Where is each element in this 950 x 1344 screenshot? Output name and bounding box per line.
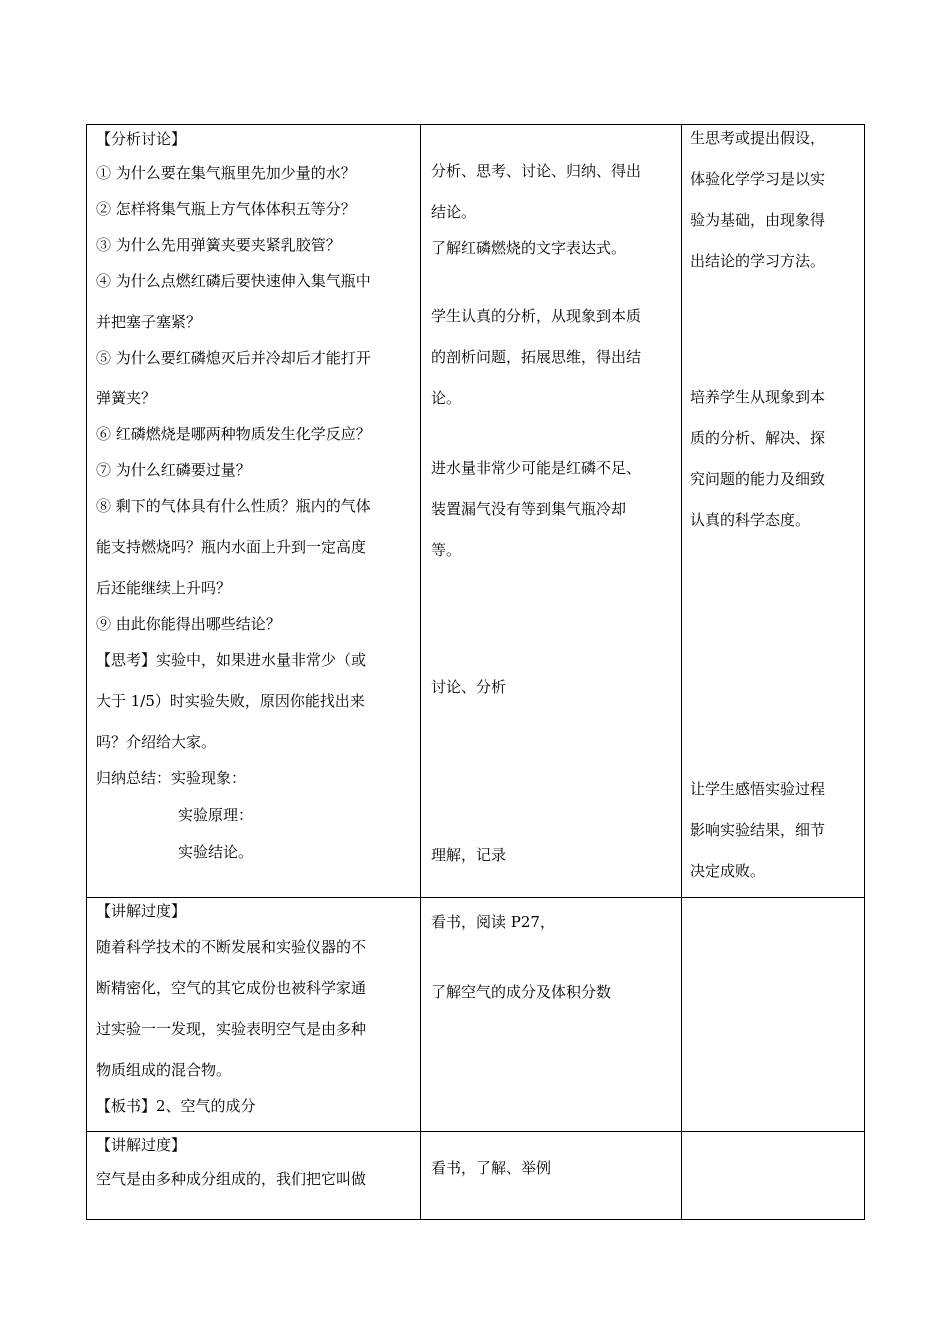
question-2: ② 怎样将集气瓶上方气体体积五等分？ <box>96 200 356 218</box>
section-heading: 【分析讨论】 <box>96 130 187 148</box>
paragraph-line: 随着科学技术的不断发展和实验仪器的不 <box>96 938 367 956</box>
board-note: 【板书】2、空气的成分 <box>96 1097 256 1115</box>
paragraph-line: 断精密化，空气的其它成份也被科学家通 <box>96 979 367 997</box>
question-3: ③ 为什么先用弹簧夹要夹紧乳胶管？ <box>96 236 341 254</box>
question-1: ① 为什么要在集气瓶里先加少量的水？ <box>96 164 356 182</box>
student-text: 的剖析问题，拓展思维，得出结 <box>431 348 642 366</box>
student-text: 了解空气的成分及体积分数 <box>431 983 612 1001</box>
question-7: ⑦ 为什么红磷要过量？ <box>96 461 251 479</box>
summary-phenomenon: 归纳总结：实验现象： <box>96 769 247 787</box>
intent-text: 让学生感悟实验过程 <box>690 780 826 798</box>
summary-principle: 实验原理： <box>178 806 254 824</box>
column-divider <box>420 124 421 1220</box>
intent-text: 认真的科学态度。 <box>690 511 811 529</box>
paragraph-line: 物质组成的混合物。 <box>96 1061 232 1079</box>
think-prompt-continued: 大于 1/5）时实验失败，原因你能找出来 <box>96 692 365 710</box>
student-text: 学生认真的分析，从现象到本质 <box>431 307 642 325</box>
question-6: ⑥ 红磷燃烧是哪两种物质发生化学反应？ <box>96 425 371 443</box>
section-heading: 【讲解过度】 <box>96 1136 187 1154</box>
row-divider <box>86 897 865 898</box>
student-text: 讨论、分析 <box>431 678 507 696</box>
table-border-left <box>86 124 87 1220</box>
summary-conclusion: 实验结论。 <box>178 843 254 861</box>
intent-text: 影响实验结果，细节 <box>690 821 826 839</box>
paragraph-line: 过实验一一发现，实验表明空气是由多种 <box>96 1020 367 1038</box>
student-text: 看书，阅读 P27， <box>431 913 555 931</box>
question-8: ⑧ 剩下的气体具有什么性质？瓶内的气体 <box>96 497 371 515</box>
row-divider <box>86 1131 865 1132</box>
intent-text: 质的分析、解决、探 <box>690 429 826 447</box>
student-text: 结论。 <box>431 203 477 221</box>
question-8-continued: 后还能继续上升吗？ <box>96 579 232 597</box>
student-text: 装置漏气没有等到集气瓶冷却 <box>431 500 627 518</box>
paragraph-line: 空气是由多种成分组成的，我们把它叫做 <box>96 1170 367 1188</box>
intent-text: 决定成败。 <box>690 862 766 880</box>
student-text: 进水量非常少可能是红磷不足、 <box>431 459 642 477</box>
column-divider <box>681 124 682 1220</box>
intent-text: 培养学生从现象到本 <box>690 388 826 406</box>
intent-text: 体验化学学习是以实 <box>690 170 826 188</box>
think-prompt-continued: 吗？介绍给大家。 <box>96 733 217 751</box>
table-border-right <box>864 124 865 1220</box>
intent-text: 出结论的学习方法。 <box>690 252 826 270</box>
question-4-continued: 并把塞子塞紧？ <box>96 313 202 331</box>
question-4: ④ 为什么点燃红磷后要快速伸入集气瓶中 <box>96 272 371 290</box>
student-text: 了解红磷燃烧的文字表达式。 <box>431 239 627 257</box>
intent-text: 生思考或提出假设， <box>690 129 826 147</box>
question-5-continued: 弹簧夹？ <box>96 389 157 407</box>
think-prompt: 【思考】实验中，如果进水量非常少（或 <box>96 651 367 669</box>
student-text: 看书，了解、举例 <box>431 1159 552 1177</box>
student-text: 论。 <box>431 389 462 407</box>
question-8-continued: 能支持燃烧吗？瓶内水面上升到一定高度 <box>96 538 367 556</box>
intent-text: 验为基础，由现象得 <box>690 211 826 229</box>
intent-text: 究问题的能力及细致 <box>690 470 826 488</box>
student-text: 分析、思考、讨论、归纳、得出 <box>431 162 642 180</box>
student-text: 等。 <box>431 541 462 559</box>
question-9: ⑨ 由此你能得出哪些结论？ <box>96 615 281 633</box>
section-heading: 【讲解过度】 <box>96 902 187 920</box>
table-border-bottom <box>86 1219 865 1220</box>
student-text: 理解，记录 <box>431 846 507 864</box>
table-border-top <box>86 124 865 125</box>
question-5: ⑤ 为什么要红磷熄灭后并冷却后才能打开 <box>96 349 371 367</box>
